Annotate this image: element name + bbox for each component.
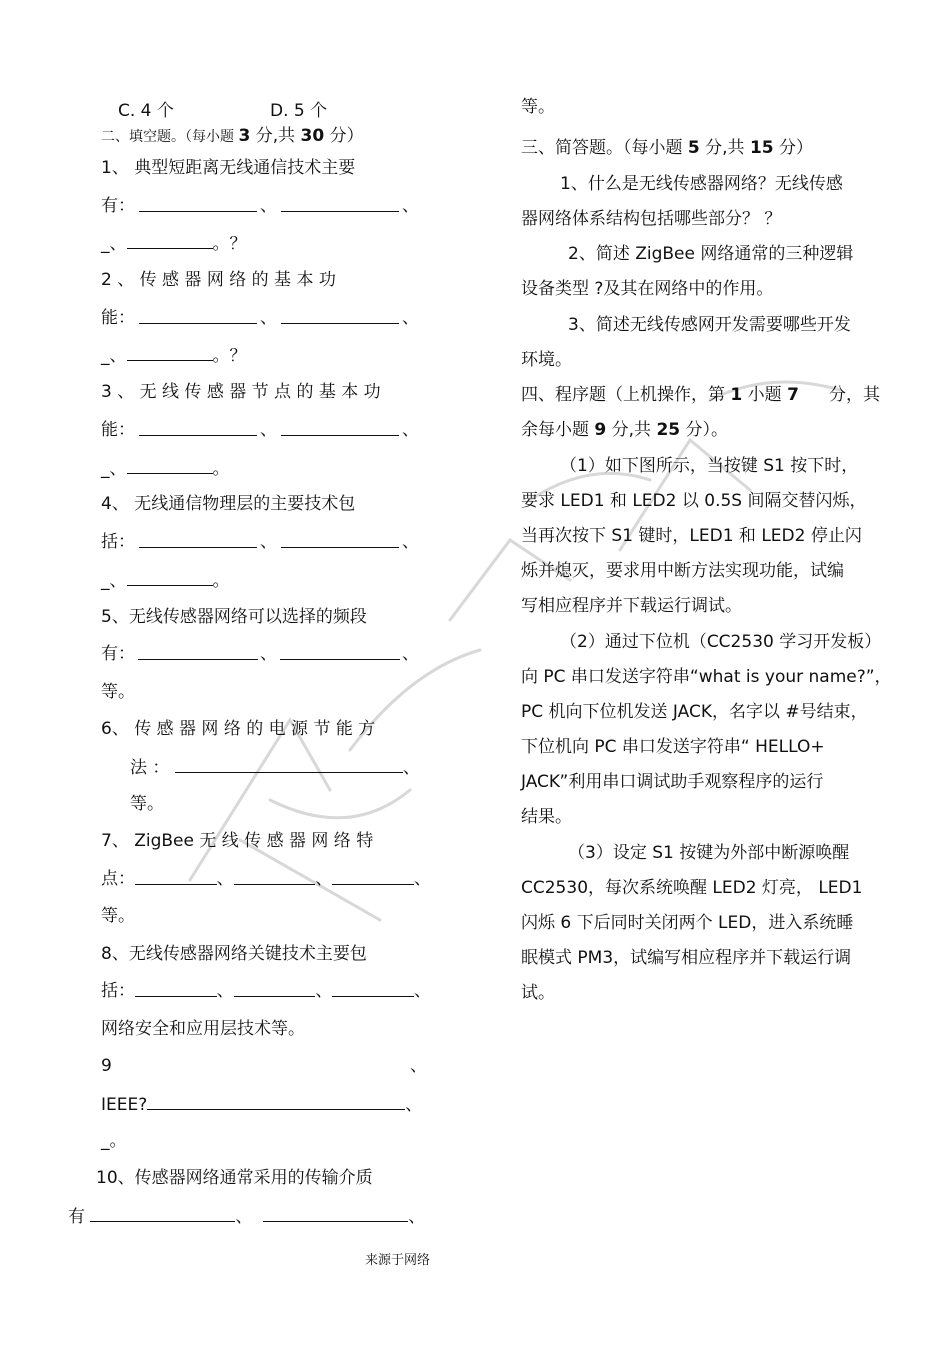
- q6-end: 等。: [130, 794, 164, 814]
- p3-line-4: 眠模式 PM3，试编写相应程序并下载运行调: [521, 948, 852, 968]
- q9-number: 9: [101, 1056, 112, 1076]
- q3-blank-3[interactable]: [127, 457, 213, 474]
- p1-line-2: 要求 LED1 和 LED2 以 0.5S 间隔交替闪烁，: [521, 491, 867, 511]
- q5-text: 5、无线传感器网络可以选择的频段: [101, 607, 367, 627]
- q10-blank-2[interactable]: [263, 1205, 408, 1222]
- q9-blank-1[interactable]: [147, 1093, 405, 1110]
- q3-blank-1[interactable]: [139, 419, 257, 436]
- p2-line-1: （2）通过下位机（CC2530 学习开发板）: [560, 632, 882, 652]
- q4-text: 4、 无线通信物理层的主要技术包: [101, 494, 356, 514]
- q2-blanks-row: 能： 、 、: [101, 308, 419, 328]
- q8-text: 8、无线传感器网络关键技术主要包: [101, 944, 367, 964]
- q10-text: 10、传感器网络通常采用的传输介质: [96, 1168, 373, 1188]
- section-program-heading-2: 余每小题 9 分,共 25 分）。: [521, 420, 729, 440]
- p3-line-2: CC2530，每次系统唤醒 LED2 灯亮， LED1: [521, 878, 863, 898]
- p2-line-3: PC 机向下位机发送 JACK，名字以 #号结束，: [521, 702, 868, 722]
- q5-blank-2[interactable]: [280, 643, 400, 660]
- section-program-heading: 四、程序题（上机操作，第 1 小题 7 分，其: [521, 385, 880, 405]
- q2-text: 2 、 传 感 器 网 络 的 基 本 功: [101, 270, 336, 290]
- q1-blanks-row: 有： 、 、: [101, 196, 419, 216]
- q4-blanks-row: 括： 、 、: [101, 532, 419, 552]
- option-c: C. 4 个: [118, 101, 174, 121]
- q3-blanks-row: 能： 、 、: [101, 420, 419, 440]
- q8-blank-2[interactable]: [234, 980, 316, 997]
- s1-line-2: 器网络体系结构包括哪些部分？ ？: [521, 209, 782, 229]
- p2-line-5: JACK”利用串口调试助手观察程序的运行: [521, 772, 824, 792]
- q3-text: 3 、 无 线 传 感 器 节 点 的 基 本 功: [101, 382, 381, 402]
- p1-line-4: 烁并熄灭，要求用中断方法实现功能，试编: [521, 561, 844, 581]
- q1-blank-2[interactable]: [281, 195, 399, 212]
- section-fill-blank-heading: 二、填空题。（每小题 3 分,共 30 分）: [101, 126, 364, 146]
- s2-line-2: 设备类型 ?及其在网络中的作用。: [521, 279, 774, 299]
- q1-blank-3[interactable]: [127, 232, 213, 249]
- p2-line-6: 结果。: [521, 807, 572, 827]
- q10-blanks-row: 有 、 、: [68, 1207, 426, 1227]
- q5-blanks-row: 有： 、 、: [101, 644, 419, 664]
- q2-blank-1[interactable]: [139, 307, 257, 324]
- q5-end: 等。: [101, 682, 135, 702]
- page-footer: 来源于网络: [365, 1253, 431, 1268]
- p2-line-2: 向 PC 串口发送字符串“what is your name?”，: [521, 667, 892, 687]
- q9-sep: 、: [410, 1056, 427, 1076]
- s3-line-1: 3、简述无线传感网开发需要哪些开发: [568, 315, 851, 335]
- q7-end: 等。: [101, 906, 135, 926]
- q3-blanks-row-2: _、 。: [101, 459, 230, 479]
- q8-end: 网络安全和应用层技术等。: [101, 1019, 305, 1039]
- q2-blanks-row-2: _、 。？: [101, 346, 247, 366]
- q9-tail: _。: [101, 1131, 127, 1151]
- q2-blank-2[interactable]: [281, 307, 399, 324]
- q6-blanks-row: 法 ： 、: [130, 758, 420, 778]
- q4-blank-2[interactable]: [281, 531, 399, 548]
- option-d: D. 5 个: [270, 101, 328, 121]
- q4-blanks-row-2: _、 。: [101, 571, 230, 591]
- q7-blank-2[interactable]: [234, 868, 316, 885]
- q1-blanks-row-2: _、 。？: [101, 234, 247, 254]
- p1-line-5: 写相应程序并下载运行调试。: [521, 596, 742, 616]
- right-top-text: 等。: [521, 97, 555, 117]
- q9-blanks-row: IEEE? 、: [101, 1095, 423, 1115]
- q3-blank-2[interactable]: [281, 419, 399, 436]
- q7-blank-3[interactable]: [332, 868, 414, 885]
- p3-line-3: 闪烁 6 下后同时关闭两个 LED，进入系统睡: [521, 913, 854, 933]
- section-short-answer-heading: 三、简答题。（每小题 5 分,共 15 分）: [521, 138, 814, 158]
- p2-line-4: 下位机向 PC 串口发送字符串“ HELLO+: [521, 737, 825, 757]
- s1-line-1: 1、什么是无线传感器网络？无线传感: [560, 174, 843, 194]
- q2-blank-3[interactable]: [127, 344, 213, 361]
- s3-line-2: 环境。: [521, 350, 572, 370]
- s2-line-1: 2、简述 ZigBee 网络通常的三种逻辑: [568, 244, 854, 264]
- q5-blank-1[interactable]: [138, 643, 258, 660]
- q6-blank-1[interactable]: [175, 756, 403, 773]
- q1-text: 1、 典型短距离无线通信技术主要: [101, 158, 356, 178]
- q10-blank-1[interactable]: [90, 1205, 235, 1222]
- q7-text: 7、 ZigBee 无 线 传 感 器 网 络 特: [101, 831, 374, 851]
- q4-blank-1[interactable]: [139, 531, 257, 548]
- q7-blank-1[interactable]: [135, 868, 217, 885]
- q8-blank-1[interactable]: [135, 980, 217, 997]
- p3-line-1: （3）设定 S1 按键为外部中断源唤醒: [568, 843, 850, 863]
- p1-line-1: （1）如下图所示，当按键 S1 按下时，: [560, 456, 859, 476]
- q8-blanks-row: 括： 、 、 、: [101, 981, 432, 1001]
- q1-blank-1[interactable]: [139, 195, 257, 212]
- p3-line-5: 试。: [521, 983, 555, 1003]
- q6-text: 6、 传 感 器 网 络 的 电 源 节 能 方: [101, 719, 376, 739]
- q8-blank-3[interactable]: [332, 980, 414, 997]
- p1-line-3: 当再次按下 S1 键时，LED1 和 LED2 停止闪: [521, 526, 862, 546]
- q4-blank-3[interactable]: [127, 569, 213, 586]
- q7-blanks-row: 点： 、 、 、: [101, 869, 432, 889]
